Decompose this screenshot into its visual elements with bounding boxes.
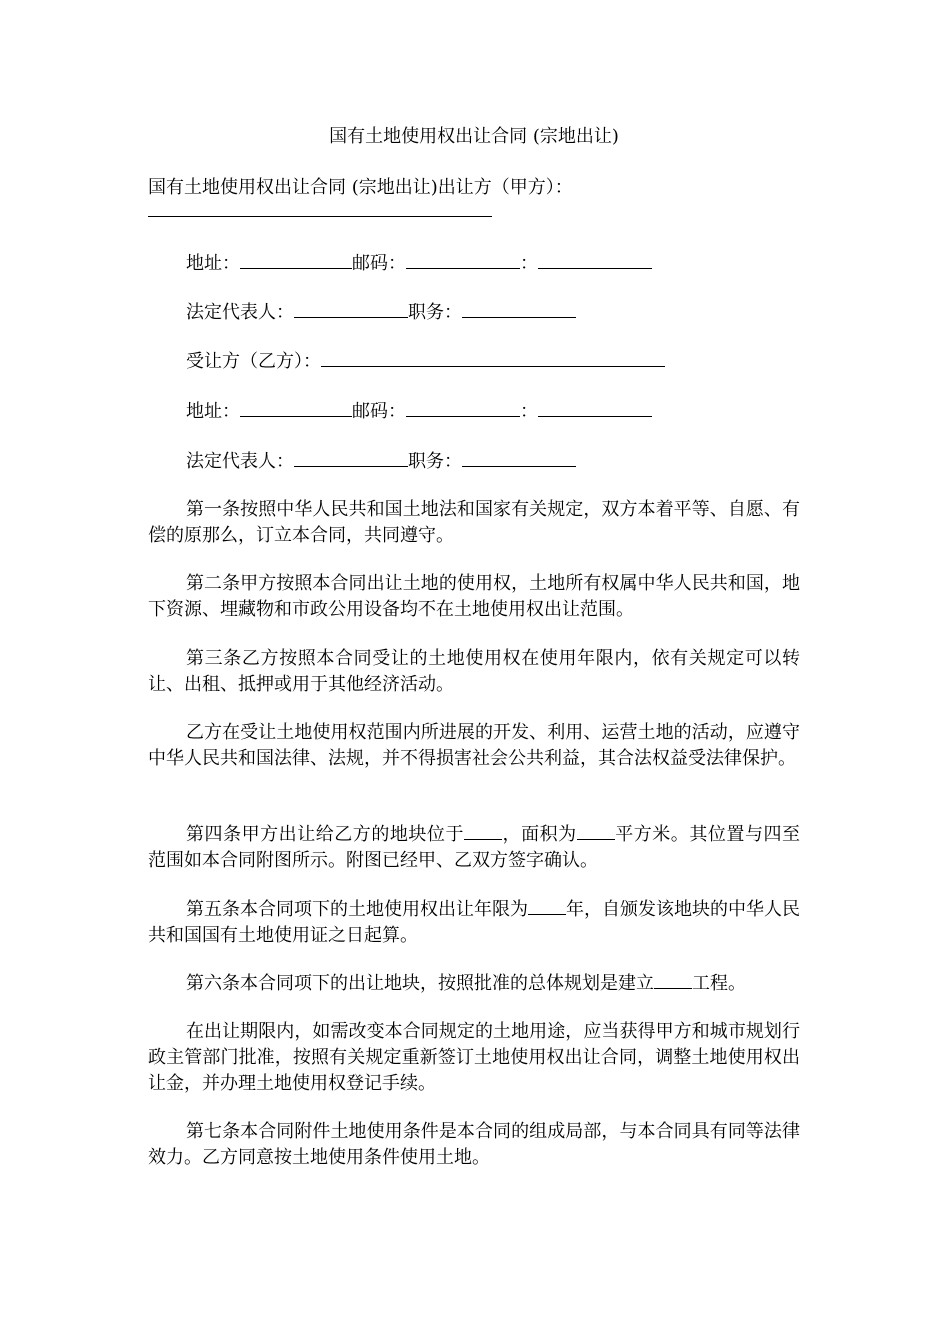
party-b-label: 受让方（乙方）：: [186, 351, 321, 372]
article-5: [148, 895, 800, 949]
extra-blank: [538, 249, 652, 269]
project-blank: [654, 969, 692, 989]
position-blank: [462, 298, 576, 318]
postcode-label: 邮码：: [352, 253, 406, 274]
position-label: 职务：: [408, 302, 462, 323]
rep-label: 法定代表人：: [186, 451, 294, 472]
area-blank: [577, 820, 615, 840]
position-label: 职务：: [408, 451, 462, 472]
header-line: 国有土地使用权出让合同 (宗地出让)出让方（甲方）：: [148, 177, 573, 198]
rep-blank: [294, 298, 408, 318]
position-blank: [462, 447, 576, 467]
party-b-line: [186, 347, 665, 375]
postcode-blank: [406, 249, 520, 269]
article-1: 第一条按照中华人民共和国土地法和国家有关规定，双方本着平等、自愿、有偿的原那么，订立本合同，共同遵守。: [148, 499, 800, 546]
article-4-text: ，面积为: [502, 824, 577, 845]
document-title: 国有土地使用权出让合同 (宗地出让): [329, 126, 619, 147]
extra-blank: [538, 397, 652, 417]
article-5-text: 年，自颁发该地块的中华人民共和国国有土地使用证之日起算。: [148, 899, 800, 946]
article-6-text: 工程。: [692, 973, 746, 994]
party-a-address-line: [186, 249, 652, 277]
rep-label: 法定代表人：: [186, 302, 294, 323]
party-b-name-blank: [321, 347, 665, 367]
article-4: [148, 820, 800, 874]
article-4-text: 平方米。其位置与四至范围如本合同附图所示。附图已经甲、乙双方签字确认。: [148, 824, 801, 871]
party-a-rep-line: [186, 298, 576, 326]
years-blank: [528, 895, 566, 915]
rep-blank: [294, 447, 408, 467]
location-blank: [464, 820, 502, 840]
article-3: 第三条乙方按照本合同受让的土地使用权在使用年限内，依有关规定可以转让、出租、抵押或用于其他经济活动。: [148, 648, 800, 695]
colon-label: ：: [520, 253, 538, 274]
address-blank: [240, 397, 352, 417]
article-4-text: 第四条甲方出让给乙方的地块位于: [186, 824, 464, 845]
party-b-rep-line: [186, 447, 576, 475]
colon-label: ：: [520, 401, 538, 422]
article-6-continued: 在出让期限内，如需改变本合同规定的土地用途，应当获得甲方和城市规划行政主管部门批准，按照有关规定重新签订土地使用权出让合同，调整土地使用权出让金，并办理土地使用权登记手续。: [148, 1021, 800, 1094]
article-6-text: 第六条本合同项下的出让地块，按照批准的总体规划是建立: [186, 973, 654, 994]
address-blank: [240, 249, 352, 269]
article-3-continued: 乙方在受让土地使用权范围内所进展的开发、利用、运营土地的活动，应遵守中华人民共和国法律、法规，并不得损害社会公共利益，其合法权益受法律保护。: [148, 722, 800, 769]
postcode-blank: [406, 397, 520, 417]
article-6: [148, 969, 800, 997]
postcode-label: 邮码：: [352, 401, 406, 422]
party-a-name-blank: [148, 216, 492, 217]
article-7: 第七条本合同附件土地使用条件是本合同的组成局部，与本合同具有同等法律效力。乙方同意按土地使用条件使用土地。: [148, 1121, 800, 1168]
address-label: 地址：: [186, 253, 240, 274]
party-b-address-line: [186, 397, 652, 425]
address-label: 地址：: [186, 401, 240, 422]
article-2: 第二条甲方按照本合同出让土地的使用权，土地所有权属中华人民共和国，地下资源、埋藏物和市政公用设备均不在土地使用权出让范围。: [148, 573, 800, 620]
article-5-text: 第五条本合同项下的土地使用权出让年限为: [186, 899, 528, 920]
